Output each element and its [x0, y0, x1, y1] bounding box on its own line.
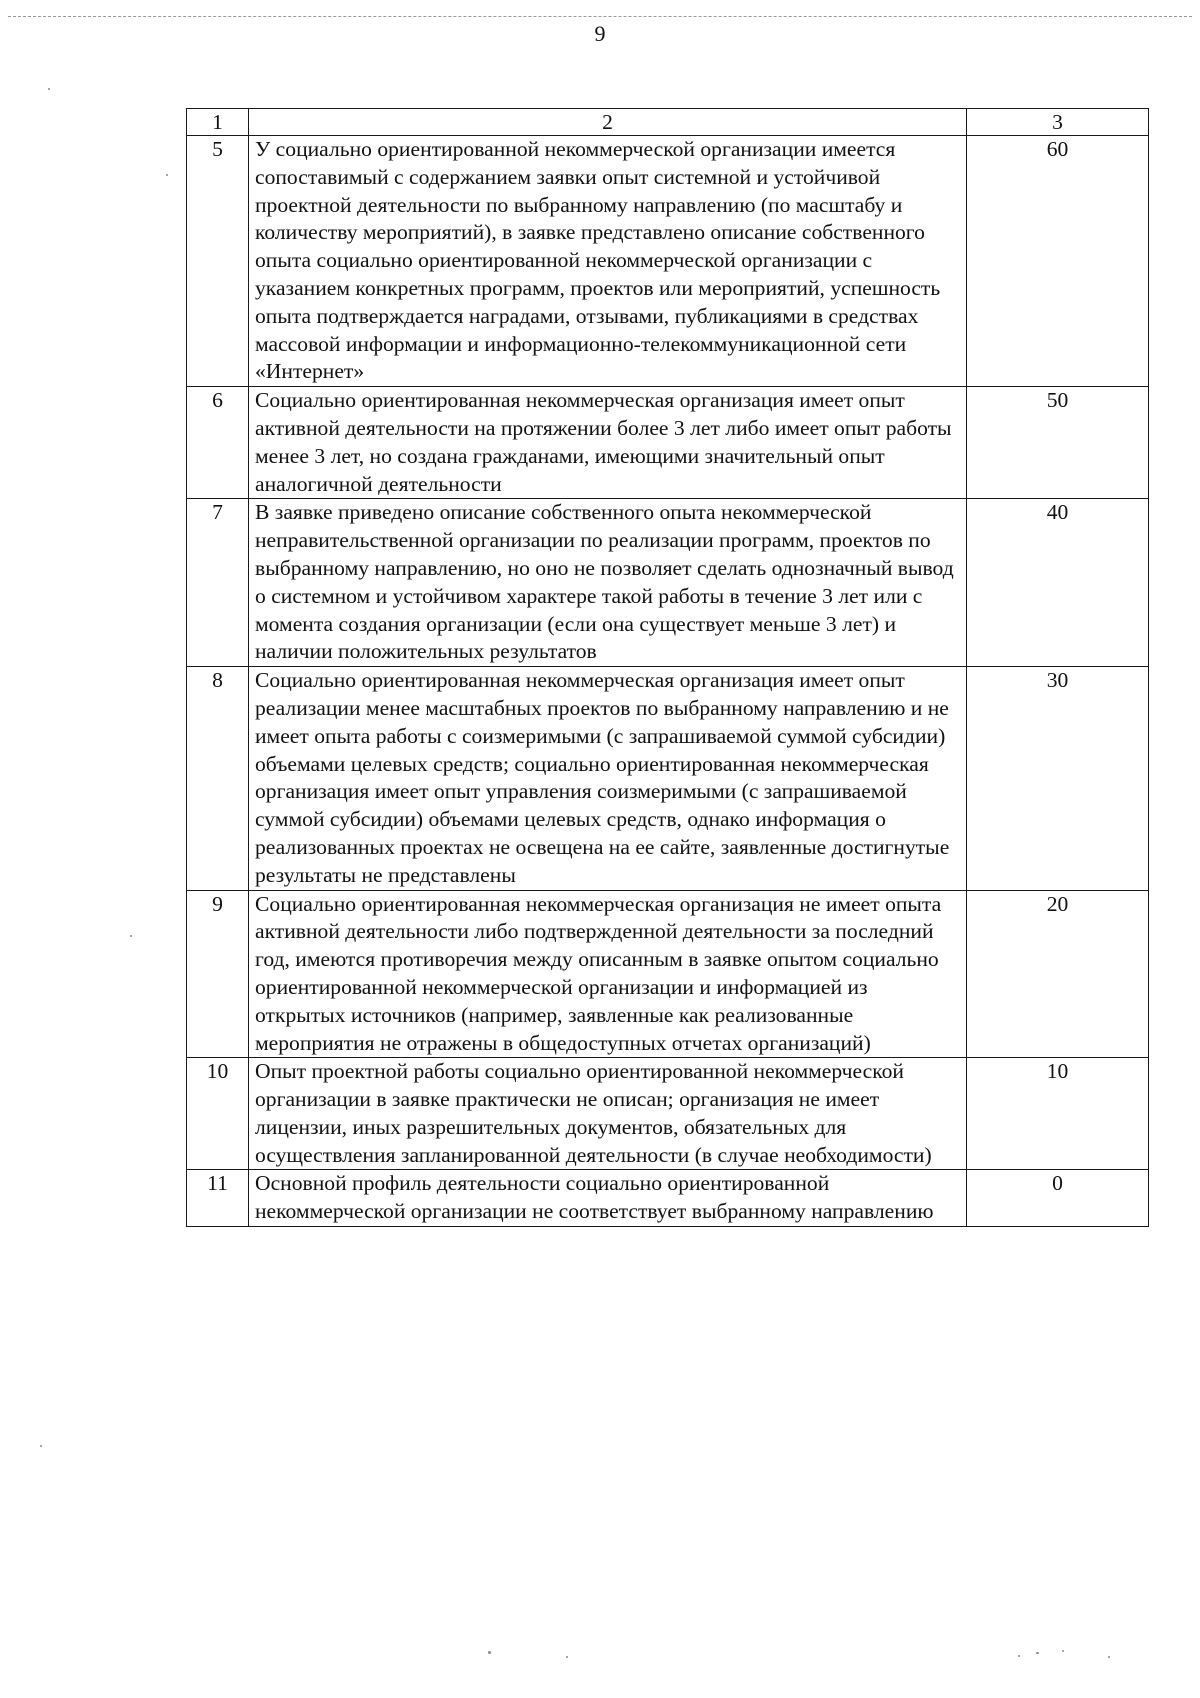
table-row: [187, 1170, 1149, 1227]
table-row: [187, 667, 1149, 890]
scan-speck: [1018, 1655, 1020, 1657]
criterion-score: 60: [967, 136, 1149, 387]
row-number: 7: [187, 499, 249, 667]
scan-speck: [1108, 1656, 1110, 1658]
criterion-text: Социально ориентированная некоммерческая организация имеет опыт реализации менее масштабных проектов по выбранному направлению и не имеет опыта работы с соизмеримыми (с запрашиваемой суммой субсидии) объемами целевых средств; социально ориентированная некоммерческая организация имеет опыт управления соизмеримыми (с запрашиваемой суммой субсидии) объемами целевых средств, однако информация о реализованных проектах не освещена на ее сайте, заявленные достигнутые результаты не представлены: [249, 667, 967, 890]
criterion-score: 0: [967, 1170, 1149, 1227]
scan-speck: [1036, 1652, 1039, 1654]
row-number: 11: [187, 1170, 249, 1227]
criterion-score: 50: [967, 387, 1149, 499]
criterion-score: 20: [967, 890, 1149, 1058]
scan-speck: [488, 1651, 491, 1654]
header-col-2: 2: [249, 109, 967, 136]
table-row: [187, 499, 1149, 667]
row-number: 9: [187, 890, 249, 1058]
criterion-score: 40: [967, 499, 1149, 667]
table-row: [187, 890, 1149, 1058]
criterion-text: В заявке приведено описание собственного опыта некоммерческой неправительственной организации по реализации программ, проектов по выбранному направлению, но оно не позволяет сделать однозначный вывод о системном и устойчивом характере такой работы в течение 3 лет или с момента создания организации (если она существует меньше 3 лет) и наличии положительных результатов: [249, 499, 967, 667]
criteria-table: [186, 108, 1149, 1227]
header-col-3: 3: [967, 109, 1149, 136]
scan-top-edge: [8, 16, 1192, 17]
criterion-text: Социально ориентированная некоммерческая организация не имеет опыта активной деятельности либо подтвержденной деятельности за последний год, имеются противоречия между описанным в заявке опытом социально ориентированной некоммерческой организации и информацией из открытых источников (например, заявленные как реализованные мероприятия не отражены в общедоступных отчетах организаций): [249, 890, 967, 1058]
table-row: [187, 1058, 1149, 1170]
table-header-row: [187, 109, 1149, 136]
criterion-text: Основной профиль деятельности социально ориентированной некоммерческой организации не соответствует выбранному направлению: [249, 1170, 967, 1227]
criterion-score: 30: [967, 667, 1149, 890]
scan-speck: [48, 88, 50, 90]
scan-speck: [1062, 1650, 1064, 1652]
header-col-1: 1: [187, 109, 249, 136]
scan-speck: [166, 174, 168, 176]
row-number: 8: [187, 667, 249, 890]
criterion-text: Опыт проектной работы социально ориентированной некоммерческой организации в заявке практически не описан; организация не имеет лицензии, иных разрешительных документов, обязательных для осуществления запланированной деятельности (в случае необходимости): [249, 1058, 967, 1170]
criterion-score: 10: [967, 1058, 1149, 1170]
scan-speck: [130, 935, 132, 937]
row-number: 10: [187, 1058, 249, 1170]
row-number: 6: [187, 387, 249, 499]
criterion-text: У социально ориентированной некоммерческой организации имеется сопоставимый с содержанием заявки опыт системной и устойчивой проектной деятельности по выбранному направлению (по масштабу и количеству мероприятий), в заявке представлено описание собственного опыта социально ориентированной некоммерческой организации с указанием конкретных программ, проектов или мероприятий, успешность опыта подтверждается наградами, отзывами, публикациями в средствах массовой информации и информационно-телекоммуникационной сети «Интернет»: [249, 136, 967, 387]
scan-speck: [566, 1656, 568, 1658]
table-row: [187, 136, 1149, 387]
criterion-text: Социально ориентированная некоммерческая организация имеет опыт активной деятельности на протяжении более 3 лет либо имеет опыт работы менее 3 лет, но создана гражданами, имеющими значительный опыт аналогичной деятельности: [249, 387, 967, 499]
scan-speck: [40, 1445, 42, 1447]
page-number: 9: [594, 21, 606, 46]
row-number: 5: [187, 136, 249, 387]
table-row: [187, 387, 1149, 499]
